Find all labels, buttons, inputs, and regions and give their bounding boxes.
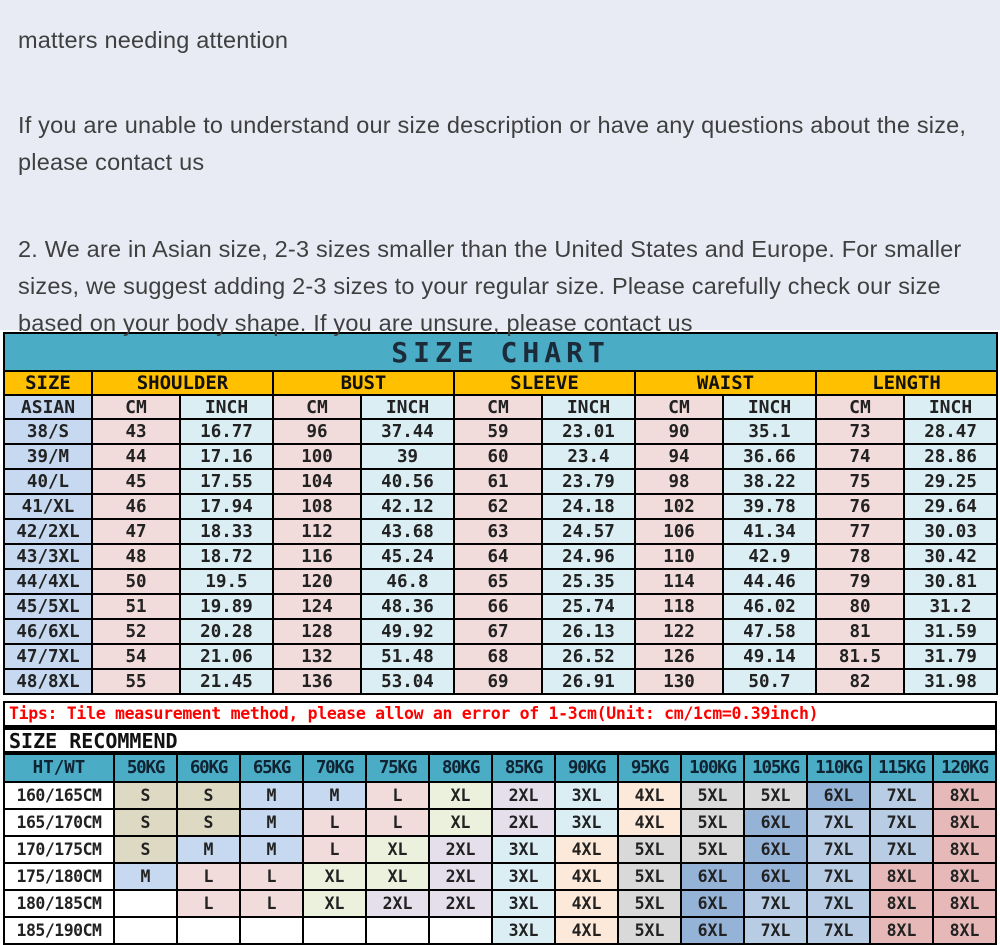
measurement-cell: 76 [816,494,904,519]
measurement-cell: 53.04 [361,669,454,694]
measurement-cell: 51.48 [361,644,454,669]
recommended-size-cell: 3XL [492,890,555,917]
column-header-htwt: HT/WT [4,754,114,782]
recommended-size-cell: 4XL [555,863,618,890]
size-chart-subheader-row [4,395,997,419]
recommended-size-cell: 3XL [492,917,555,944]
recommended-size-cell: L [366,809,429,836]
measurement-cell: 21.45 [180,669,273,694]
measurement-cell: 50 [92,569,180,594]
size-label-cell: 38/S [4,419,92,444]
table-row [4,544,997,569]
recommended-size-cell: 2XL [429,836,492,863]
measurement-cell: 41.34 [723,519,816,544]
measurement-cell: 102 [635,494,723,519]
measurement-cell: 45 [92,469,180,494]
recommended-size-cell: 7XL [870,836,933,863]
measurement-cell: 69 [454,669,542,694]
subheader-inch: INCH [723,395,816,419]
measurement-cell: 30.03 [904,519,997,544]
recommended-size-cell: 3XL [492,863,555,890]
measurement-cell: 90 [635,419,723,444]
size-chart-title: SIZE CHART [4,333,997,371]
table-row [4,917,996,944]
measurement-cell: 36.66 [723,444,816,469]
recommended-size-cell: 8XL [933,836,996,863]
recommended-size-cell [366,917,429,944]
recommended-size-cell: 5XL [681,809,744,836]
measurement-cell: 29.64 [904,494,997,519]
recommended-size-cell: 7XL [807,917,870,944]
recommended-size-cell: XL [429,782,492,809]
column-header-weight: 50KG [114,754,177,782]
table-row [4,836,996,863]
recommended-size-cell: 7XL [807,863,870,890]
size-label-cell: 40/L [4,469,92,494]
column-header-weight: 105KG [744,754,807,782]
recommended-size-cell: L [240,863,303,890]
measurement-cell: 24.18 [542,494,635,519]
recommended-size-cell: 5XL [681,782,744,809]
recommended-size-cell: S [114,782,177,809]
measurement-cell: 82 [816,669,904,694]
recommended-size-cell: XL [303,863,366,890]
measurement-cell: 66 [454,594,542,619]
recommended-size-cell: 3XL [555,782,618,809]
measurement-cell: 124 [273,594,361,619]
subheader-inch: INCH [904,395,997,419]
recommended-size-cell: 7XL [870,809,933,836]
table-row [4,419,997,444]
column-header-weight: 60KG [177,754,240,782]
table-row [4,644,997,669]
measurement-cell: 26.52 [542,644,635,669]
size-label-cell: 47/7XL [4,644,92,669]
recommended-size-cell: 6XL [744,836,807,863]
measurement-cell: 23.01 [542,419,635,444]
measurement-cell: 30.42 [904,544,997,569]
size-recommend-table [3,753,997,945]
recommended-size-cell: 3XL [555,809,618,836]
column-header-weight: 90KG [555,754,618,782]
measurement-cell: 62 [454,494,542,519]
recommended-size-cell: 2XL [366,890,429,917]
recommended-size-cell [114,917,177,944]
measurement-cell: 19.5 [180,569,273,594]
measurement-cell: 20.28 [180,619,273,644]
recommended-size-cell: 5XL [618,917,681,944]
measurement-cell: 63 [454,519,542,544]
intro-paragraph-contact: If you are unable to understand our size description or have any questions about the size, please contact us [18,112,967,175]
subheader-cm: CM [635,395,723,419]
recommended-size-cell: S [114,836,177,863]
recommended-size-cell: 4XL [618,809,681,836]
column-header-weight: 85KG [492,754,555,782]
column-header-weight: 110KG [807,754,870,782]
table-row [4,619,997,644]
measurement-cell: 98 [635,469,723,494]
table-row [4,809,996,836]
recommended-size-cell: 7XL [807,836,870,863]
subheader-inch: INCH [542,395,635,419]
recommended-size-cell: S [114,809,177,836]
recommend-header-row [4,754,996,782]
column-header-weight: 80KG [429,754,492,782]
measurement-cell: 44 [92,444,180,469]
size-chart-body [4,419,997,694]
measurement-cell: 61 [454,469,542,494]
recommended-size-cell: 6XL [681,863,744,890]
measurement-cell: 96 [273,419,361,444]
table-row [4,890,996,917]
subheader-cm: CM [273,395,361,419]
measurement-cell: 94 [635,444,723,469]
measurement-cell: 35.1 [723,419,816,444]
measurement-cell: 30.81 [904,569,997,594]
measurement-cell: 49.92 [361,619,454,644]
height-label-cell: 165/170CM [4,809,114,836]
recommended-size-cell: L [177,863,240,890]
size-label-cell: 42/2XL [4,519,92,544]
recommended-size-cell: L [177,890,240,917]
measurement-cell: 136 [273,669,361,694]
measurement-cell: 104 [273,469,361,494]
subheader-asian: ASIAN [4,395,92,419]
table-row [4,669,997,694]
measurement-cell: 39.78 [723,494,816,519]
recommended-size-cell: M [177,836,240,863]
measurement-cell: 46 [92,494,180,519]
height-label-cell: 170/175CM [4,836,114,863]
recommended-size-cell: M [303,782,366,809]
table-row [4,569,997,594]
recommended-size-cell: 8XL [933,809,996,836]
measurement-cell: 46.02 [723,594,816,619]
recommended-size-cell: 2XL [492,782,555,809]
measurement-cell: 44.46 [723,569,816,594]
column-header-size: SIZE [4,371,92,395]
recommended-size-cell: 7XL [744,890,807,917]
height-label-cell: 180/185CM [4,890,114,917]
measurement-cell: 108 [273,494,361,519]
subheader-cm: CM [816,395,904,419]
recommended-size-cell [429,917,492,944]
height-label-cell: 175/180CM [4,863,114,890]
measurement-cell: 40.56 [361,469,454,494]
measurement-cell: 42.12 [361,494,454,519]
measurement-cell: 24.96 [542,544,635,569]
measurement-cell: 16.77 [180,419,273,444]
recommended-size-cell: 6XL [807,782,870,809]
table-row [4,444,997,469]
column-header-weight: 70KG [303,754,366,782]
recommended-size-cell: 7XL [744,917,807,944]
measurement-cell: 46.8 [361,569,454,594]
recommended-size-cell: M [240,809,303,836]
column-header-shoulder: SHOULDER [92,371,273,395]
measurement-cell: 42.9 [723,544,816,569]
measurement-cell: 81 [816,619,904,644]
measurement-cell: 116 [273,544,361,569]
measurement-cell: 75 [816,469,904,494]
recommended-size-cell: 2XL [429,863,492,890]
height-label-cell: 185/190CM [4,917,114,944]
measurement-cell: 60 [454,444,542,469]
recommended-size-cell: 3XL [492,836,555,863]
recommended-size-cell: 8XL [870,863,933,890]
measurement-cell: 112 [273,519,361,544]
intro-heading: matters needing attention [18,27,289,53]
recommended-size-cell: 8XL [933,890,996,917]
recommended-size-cell: 6XL [681,890,744,917]
measurement-cell: 47.58 [723,619,816,644]
subheader-cm: CM [92,395,180,419]
recommend-body [4,782,996,944]
measurement-cell: 65 [454,569,542,594]
recommended-size-cell: M [114,863,177,890]
measurement-cell: 43 [92,419,180,444]
measurement-cell: 49.14 [723,644,816,669]
column-header-weight: 120KG [933,754,996,782]
recommended-size-cell: L [303,836,366,863]
intro-section [0,0,1000,336]
column-header-bust: BUST [273,371,454,395]
measurement-cell: 79 [816,569,904,594]
subheader-inch: INCH [180,395,273,419]
recommended-size-cell: 5XL [618,836,681,863]
measurement-cell: 126 [635,644,723,669]
measurement-cell: 17.16 [180,444,273,469]
recommended-size-cell: M [240,782,303,809]
measurement-cell: 130 [635,669,723,694]
height-label-cell: 160/165CM [4,782,114,809]
measurement-cell: 17.94 [180,494,273,519]
column-header-waist: WAIST [635,371,816,395]
tips-note: Tips: Tile measurement method, please allow an error of 1-3cm(Unit: cm/1cm=0.39inch) [3,701,997,727]
measurement-cell: 38.22 [723,469,816,494]
measurement-cell: 118 [635,594,723,619]
recommended-size-cell: 8XL [870,917,933,944]
measurement-cell: 31.79 [904,644,997,669]
recommended-size-cell: 5XL [681,836,744,863]
recommended-size-cell: S [177,809,240,836]
recommended-size-cell: 8XL [870,890,933,917]
recommended-size-cell: S [177,782,240,809]
measurement-cell: 45.24 [361,544,454,569]
size-label-cell: 43/3XL [4,544,92,569]
measurement-cell: 73 [816,419,904,444]
size-label-cell: 45/5XL [4,594,92,619]
recommended-size-cell [240,917,303,944]
column-header-weight: 115KG [870,754,933,782]
measurement-cell: 19.89 [180,594,273,619]
column-header-weight: 95KG [618,754,681,782]
measurement-cell: 29.25 [904,469,997,494]
table-row [4,782,996,809]
measurement-cell: 80 [816,594,904,619]
size-recommend-title: SIZE RECOMMEND [3,727,997,753]
measurement-cell: 55 [92,669,180,694]
measurement-cell: 25.35 [542,569,635,594]
measurement-cell: 77 [816,519,904,544]
measurement-cell: 43.68 [361,519,454,544]
recommended-size-cell: M [240,836,303,863]
size-label-cell: 39/M [4,444,92,469]
measurement-cell: 18.72 [180,544,273,569]
measurement-cell: 122 [635,619,723,644]
measurement-cell: 31.98 [904,669,997,694]
recommended-size-cell: 8XL [933,863,996,890]
column-header-weight: 100KG [681,754,744,782]
recommended-size-cell: 4XL [555,890,618,917]
measurement-cell: 28.47 [904,419,997,444]
recommended-size-cell: XL [366,863,429,890]
recommended-size-cell: 4XL [555,836,618,863]
measurement-cell: 31.2 [904,594,997,619]
measurement-cell: 74 [816,444,904,469]
recommended-size-cell: 4XL [555,917,618,944]
measurement-cell: 48 [92,544,180,569]
measurement-cell: 31.59 [904,619,997,644]
recommended-size-cell: 8XL [933,917,996,944]
measurement-cell: 132 [273,644,361,669]
column-header-weight: 75KG [366,754,429,782]
measurement-cell: 68 [454,644,542,669]
table-row [4,519,997,544]
recommended-size-cell: 7XL [870,782,933,809]
column-header-weight: 65KG [240,754,303,782]
measurement-cell: 26.91 [542,669,635,694]
recommended-size-cell: 4XL [618,782,681,809]
recommended-size-cell [177,917,240,944]
recommended-size-cell [303,917,366,944]
measurement-cell: 59 [454,419,542,444]
measurement-cell: 120 [273,569,361,594]
measurement-cell: 54 [92,644,180,669]
recommended-size-cell: 6XL [681,917,744,944]
recommended-size-cell: XL [366,836,429,863]
recommended-size-cell: 5XL [744,782,807,809]
subheader-cm: CM [454,395,542,419]
measurement-cell: 18.33 [180,519,273,544]
measurement-cell: 37.44 [361,419,454,444]
measurement-cell: 39 [361,444,454,469]
column-header-sleeve: SLEEVE [454,371,635,395]
recommended-size-cell: 6XL [744,809,807,836]
measurement-cell: 50.7 [723,669,816,694]
subheader-inch: INCH [361,395,454,419]
measurement-cell: 23.4 [542,444,635,469]
measurement-cell: 17.55 [180,469,273,494]
measurement-cell: 67 [454,619,542,644]
measurement-cell: 114 [635,569,723,594]
recommended-size-cell: 2XL [429,890,492,917]
recommended-size-cell: L [366,782,429,809]
size-label-cell: 48/8XL [4,669,92,694]
recommended-size-cell: 7XL [807,809,870,836]
recommended-size-cell: L [303,809,366,836]
measurement-cell: 110 [635,544,723,569]
measurement-cell: 128 [273,619,361,644]
intro-paragraph-asian-size: 2. We are in Asian size, 2-3 sizes smaller than the United States and Europe. For smaller sizes, we suggest adding 2-3 sizes to your regular size. Please carefully check our size based on your body shape. If you are unsure, please contact us [18,236,962,336]
measurement-cell: 81.5 [816,644,904,669]
measurement-cell: 52 [92,619,180,644]
measurement-cell: 48.36 [361,594,454,619]
measurement-cell: 25.74 [542,594,635,619]
size-chart-table [3,332,998,695]
size-label-cell: 44/4XL [4,569,92,594]
measurement-cell: 26.13 [542,619,635,644]
measurement-cell: 51 [92,594,180,619]
measurement-cell: 47 [92,519,180,544]
measurement-cell: 64 [454,544,542,569]
measurement-cell: 78 [816,544,904,569]
table-row [4,494,997,519]
measurement-cell: 23.79 [542,469,635,494]
measurement-cell: 28.86 [904,444,997,469]
measurement-cell: 21.06 [180,644,273,669]
size-label-cell: 41/XL [4,494,92,519]
recommended-size-cell [114,890,177,917]
column-header-length: LENGTH [816,371,997,395]
recommended-size-cell: 7XL [807,890,870,917]
size-label-cell: 46/6XL [4,619,92,644]
table-row [4,594,997,619]
table-row [4,469,997,494]
tables-section [0,330,1000,945]
recommended-size-cell: 2XL [492,809,555,836]
recommended-size-cell: XL [429,809,492,836]
recommended-size-cell: L [240,890,303,917]
recommended-size-cell: 8XL [933,782,996,809]
measurement-cell: 100 [273,444,361,469]
measurement-cell: 106 [635,519,723,544]
recommended-size-cell: XL [303,890,366,917]
measurement-cell: 24.57 [542,519,635,544]
recommended-size-cell: 5XL [618,863,681,890]
recommended-size-cell: 6XL [744,863,807,890]
table-row [4,863,996,890]
size-chart-group-header-row [4,371,997,395]
recommended-size-cell: 5XL [618,890,681,917]
